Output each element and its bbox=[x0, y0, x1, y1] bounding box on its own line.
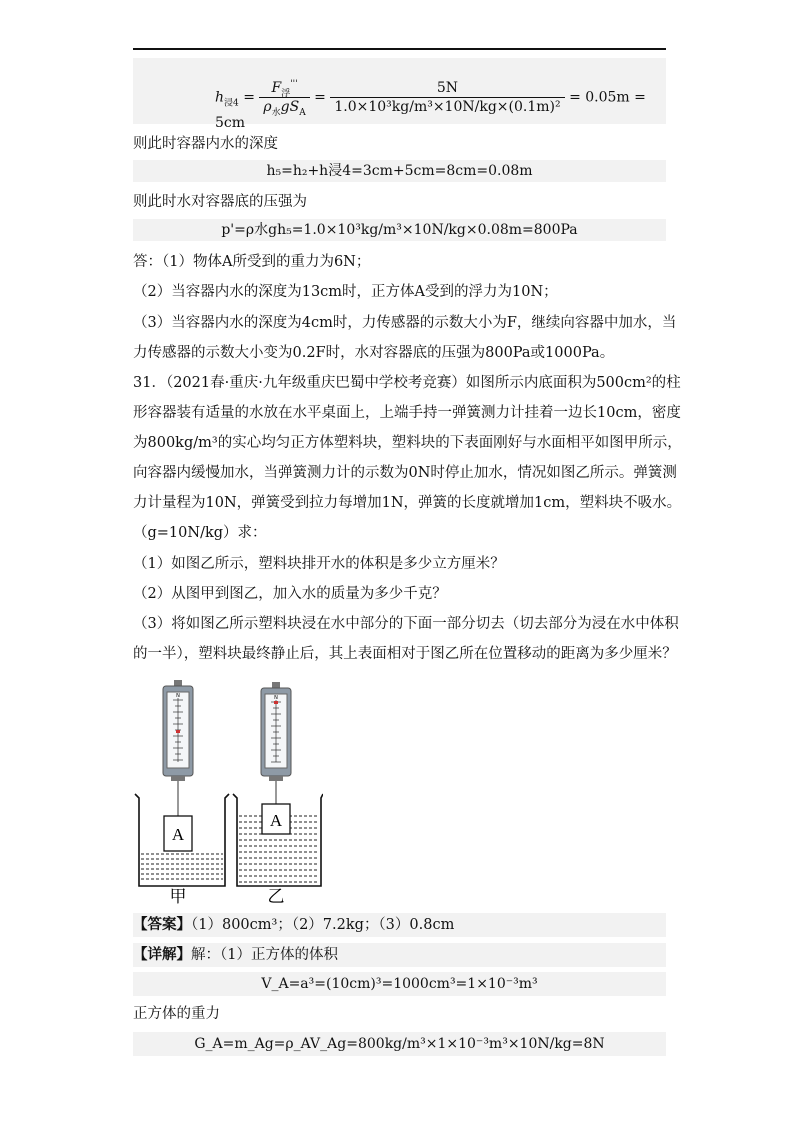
formula-volume: V_A=a³=(10cm)³=1000cm³=1×10⁻³m³ bbox=[261, 976, 538, 992]
right-caption: 乙 bbox=[267, 887, 285, 907]
fraction-1: $\frac{F_浮'''}{\rho_水gS_A}$ bbox=[259, 80, 309, 115]
formula-depth: h₅=h₂+h浸4=3cm+5cm=8cm=0.08m bbox=[266, 163, 533, 179]
answer-line: （2）当容器内水的深度为13cm时，正方体A受到的浮力为10N； bbox=[133, 284, 558, 300]
question-line: 为800kg/m³的实心均匀正方体塑料块，塑料块的下表面刚好与水面相平如图甲所示， bbox=[133, 435, 682, 451]
question-item: （3）将如图乙所示塑料块浸在水中部分的下面一部分切去（切去部分为浸在水中体积 bbox=[133, 616, 679, 632]
lhs-symbol: h bbox=[215, 89, 225, 106]
answer-row bbox=[133, 915, 454, 935]
lhs-sub: 浸4 bbox=[224, 98, 239, 109]
answer-line: 答：（1）物体A所受到的重力为6N； bbox=[133, 254, 371, 270]
question-line: 31．（2021春·重庆·九年级重庆巴蜀中学校考竞赛）如图所示内底面积为500cm²的柱 bbox=[133, 375, 681, 391]
left-beaker bbox=[135, 794, 229, 886]
question-item: （1）如图乙所示，塑料块排开水的体积是多少立方厘米？ bbox=[133, 556, 505, 572]
question-item: （2）从图甲到图乙，加入水的质量为多少千克？ bbox=[133, 586, 447, 602]
right-beaker bbox=[233, 794, 323, 886]
formula-pressure: p'=ρ水gh₅=1.0×10³kg/m³×10N/kg×0.08m=800Pa bbox=[221, 222, 578, 238]
question-line: 向容器内缓慢加水，当弹簧测力计的示数为0N时停止加水，情况如图乙所示。弹簧测 bbox=[133, 465, 677, 481]
answer-tag: 【答案】 bbox=[133, 916, 191, 933]
right-block-label: A bbox=[269, 811, 283, 830]
spring-scale-figure bbox=[133, 676, 323, 908]
right-spring-scale bbox=[261, 682, 291, 804]
weight-label: 正方体的重力 bbox=[133, 1006, 220, 1022]
question-line: 形容器装有适量的水放在水平桌面上，上端手持一弹簧测力计挂着一边长10cm，密度 bbox=[133, 405, 681, 421]
question-item: 的一半），塑料块最终静止后，其上表面相对于图乙所在位置移动的距离为多少厘米？ bbox=[133, 646, 677, 662]
detail-tag: 【详解】 bbox=[133, 946, 191, 963]
formula-weight: G_A=m_Ag=ρ_AV_Ag=800kg/m³×1×10⁻³m³×10N/kg=8N bbox=[194, 1036, 605, 1052]
text-line: 则此时容器内水的深度 bbox=[133, 136, 278, 152]
left-spring-scale bbox=[163, 680, 193, 816]
formula-immersion-depth: $h_{浸4}$ = $\frac{F_浮'''}{\rho_水gS_A}$ = $\frac{5N}{\text{1.0×10³kg/m³×10N/kg×(0.1m)²}}$ = 0.05m = 5cm bbox=[215, 79, 646, 131]
left-block-label: A bbox=[171, 825, 185, 844]
detail-text: 解：（1）正方体的体积 bbox=[191, 947, 338, 963]
scale-unit-label: N bbox=[176, 693, 180, 699]
header-rule bbox=[133, 48, 666, 50]
answer-line: 力传感器的示数大小变为0.2F时，水对容器底的压强为800Pa或1000Pa。 bbox=[133, 345, 615, 361]
text-line: 则此时水对容器底的压强为 bbox=[133, 194, 307, 210]
detail-row bbox=[133, 945, 338, 965]
formula-result: = 0.05m = 5cm bbox=[215, 89, 646, 131]
answer-text: （1）800cm³；（2）7.2kg；（3）0.8cm bbox=[191, 917, 455, 933]
question-line: 力计量程为10N，弹簧受到拉力每增加1N，弹簧的长度就增加1cm，塑料块不吸水。 bbox=[133, 495, 682, 511]
left-caption: 甲 bbox=[169, 887, 187, 907]
answer-line: （3）当容器内水的深度为4cm时，力传感器的示数大小为F，继续向容器中加水，当 bbox=[133, 315, 677, 331]
fraction-2: $\frac{5N}{\text{1.0×10³kg/m³×10N/kg×(0.1m)²}}$ bbox=[330, 80, 564, 115]
question-line: （g=10N/kg）求： bbox=[133, 525, 267, 541]
svg-text:N: N bbox=[274, 695, 278, 701]
